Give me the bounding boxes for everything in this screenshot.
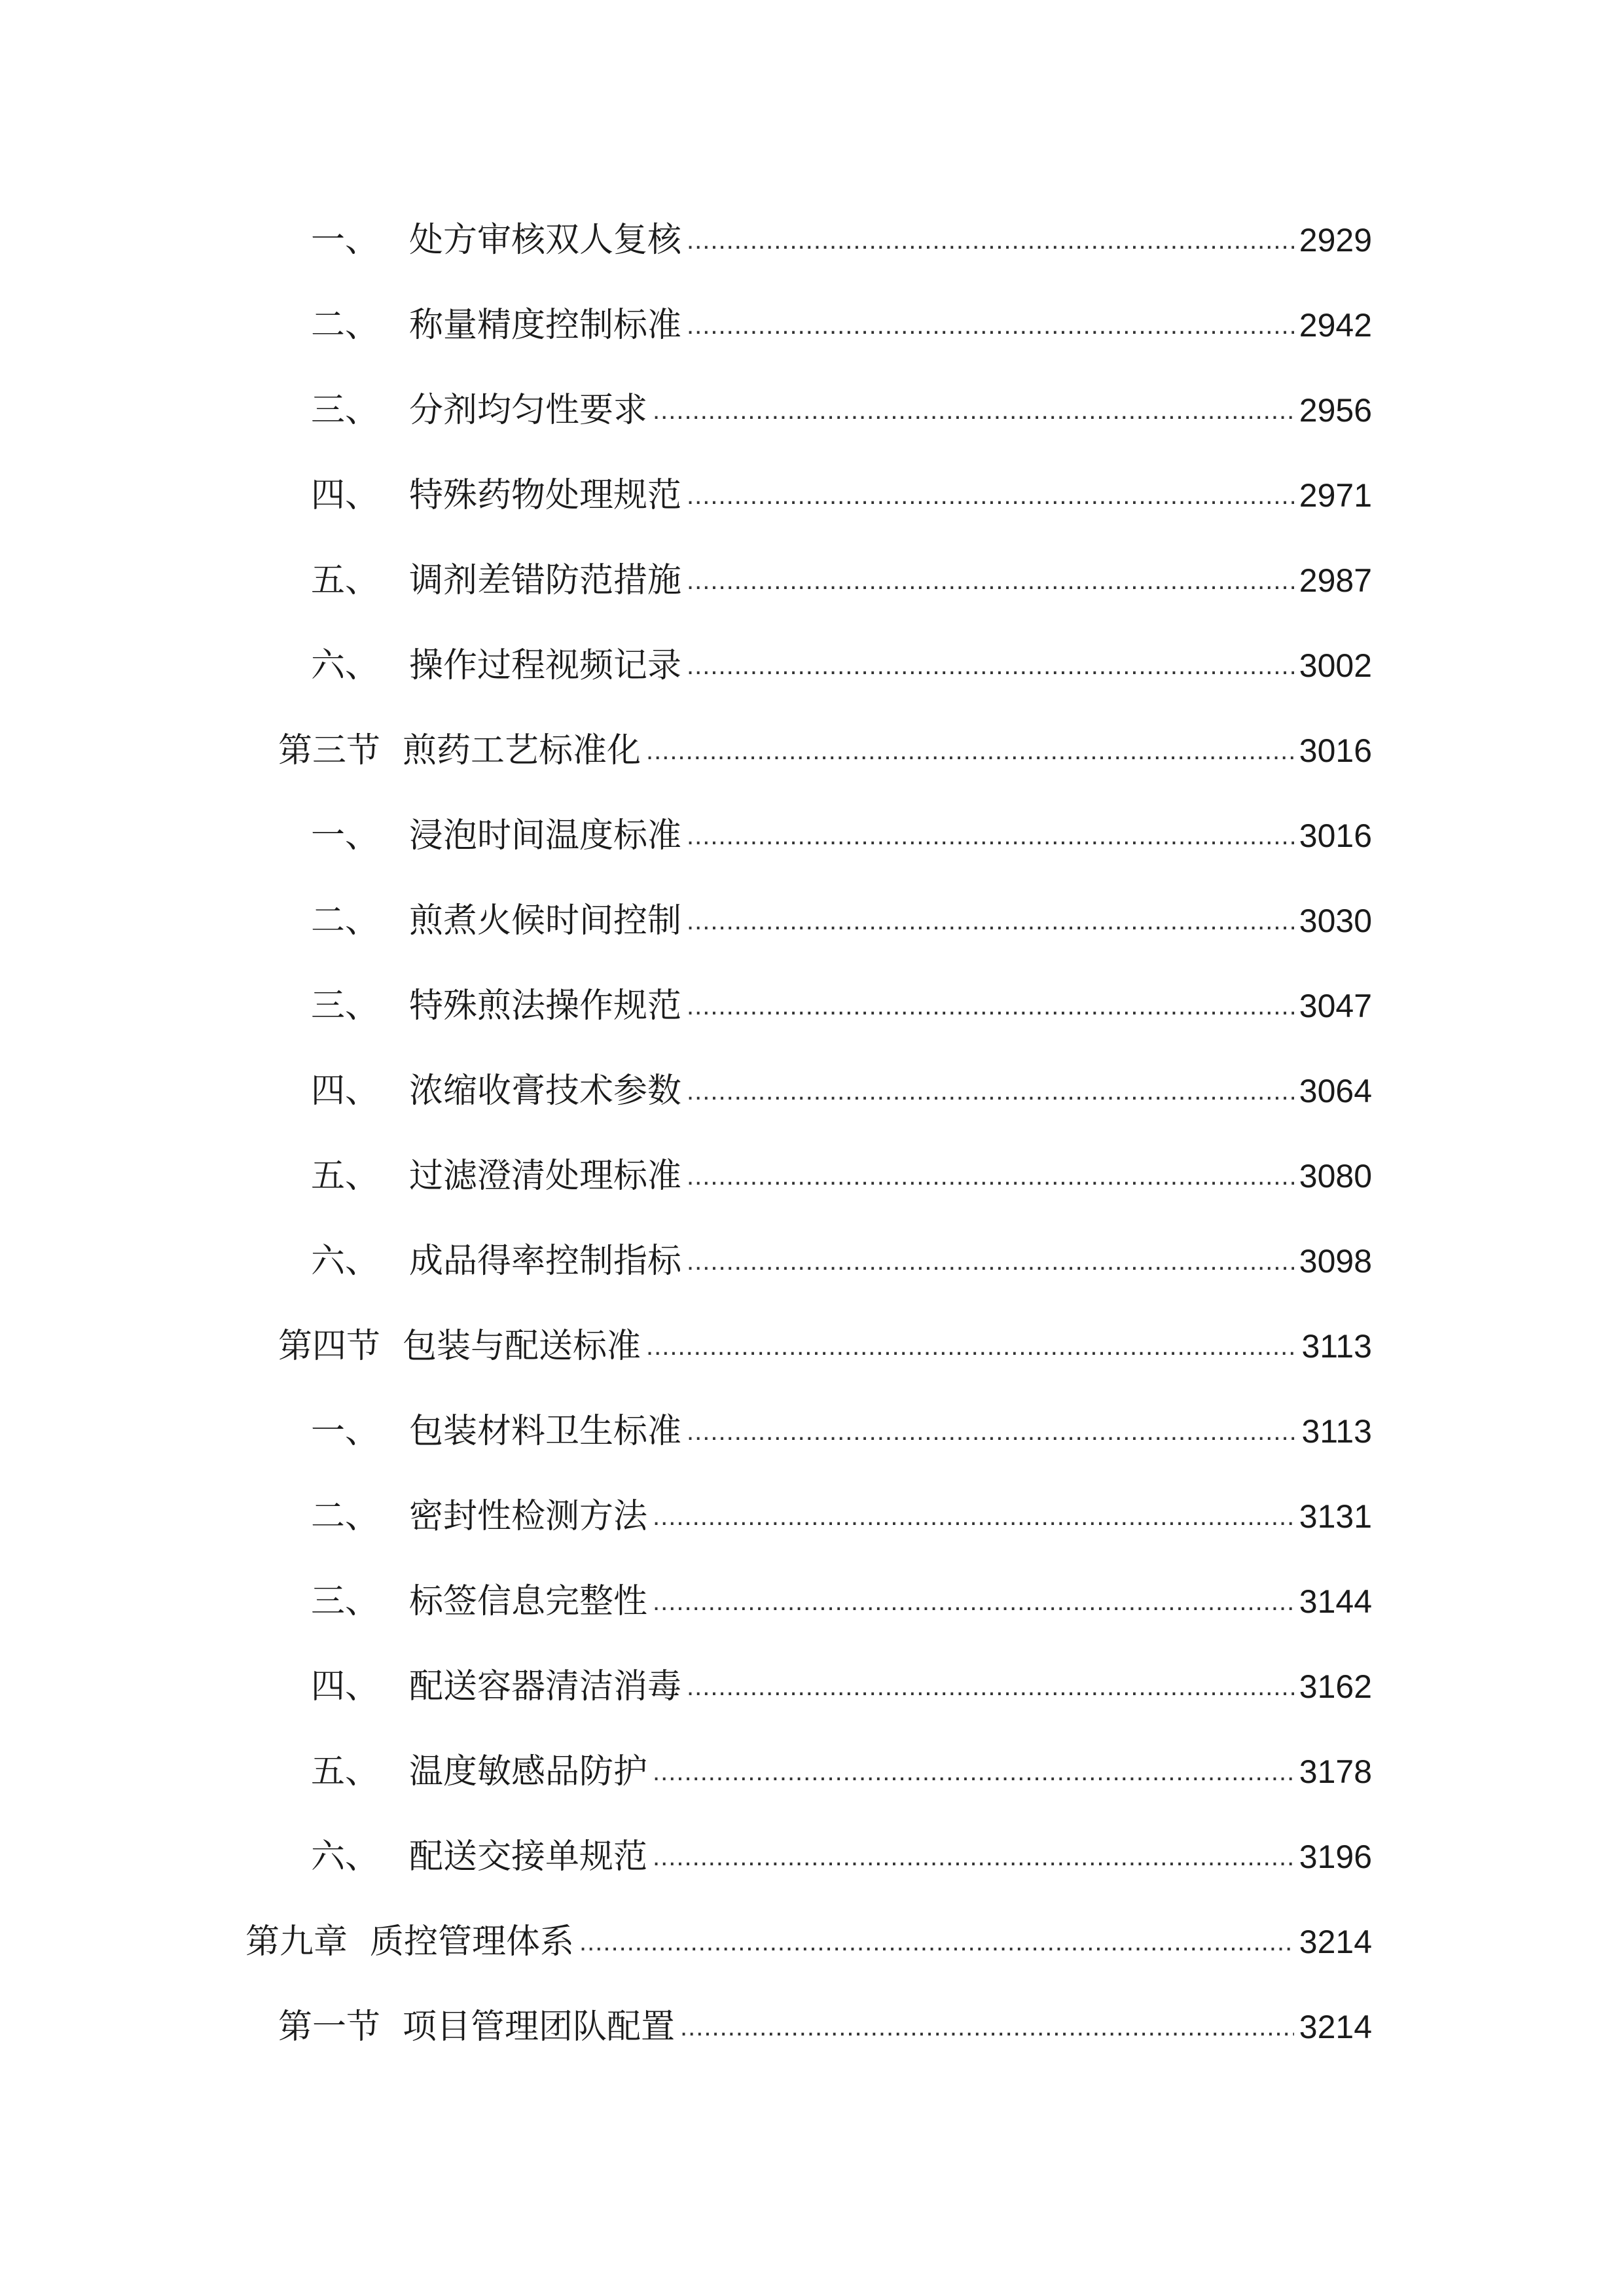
dot-leader: [687, 806, 1294, 865]
toc-entry-number: 四、: [311, 476, 380, 515]
toc-entry-number: 五、: [311, 561, 380, 600]
toc-entry-title: 项目管理团队配置: [403, 2007, 676, 2047]
dot-leader: [653, 1572, 1294, 1631]
toc-entry-title: 包装材料卫生标准: [409, 1412, 682, 1451]
toc-entry-title: 质控管理体系: [370, 1922, 575, 1962]
toc-entry-title: 包装与配送标准: [403, 1327, 641, 1366]
dot-leader: [680, 1998, 1294, 2056]
dot-leader: [687, 1402, 1296, 1461]
toc-entry-number: 三、: [311, 986, 380, 1026]
toc-entry[interactable]: [311, 211, 1372, 270]
toc-entry-page: 3162: [1299, 1668, 1372, 1705]
toc-entry-number: 五、: [311, 1157, 380, 1196]
toc-entry-page: 3016: [1299, 732, 1372, 769]
toc-entry-page: 3047: [1299, 988, 1372, 1024]
toc-entry-page: 2929: [1299, 222, 1372, 259]
toc-entry-number: 四、: [311, 1071, 380, 1111]
toc-entry-title: 浓缩收膏技术参数: [409, 1071, 682, 1111]
dot-leader: [687, 551, 1294, 610]
dot-leader: [687, 891, 1294, 950]
dot-leader: [653, 381, 1294, 440]
toc-entry-title: 成品得率控制指标: [409, 1242, 682, 1281]
toc-entry-title: 处方审核双人复核: [409, 221, 682, 260]
toc-entry-number: 第四节: [278, 1327, 381, 1366]
dot-leader: [579, 1912, 1294, 1971]
toc-entry[interactable]: [311, 381, 1372, 440]
toc-entry[interactable]: [311, 1572, 1372, 1631]
toc-entry-number: 一、: [311, 221, 380, 260]
toc-entry-page: 3064: [1299, 1073, 1372, 1109]
toc-entry-page: 3080: [1299, 1158, 1372, 1194]
toc-entry[interactable]: [311, 551, 1372, 610]
toc-entry-page: 3016: [1299, 817, 1372, 854]
toc-entry-title: 过滤澄清处理标准: [409, 1157, 682, 1196]
toc-entry-number: 三、: [311, 1582, 380, 1621]
toc-entry-title: 密封性检测方法: [409, 1497, 648, 1536]
toc-entry-title: 温度敏感品防护: [409, 1752, 648, 1791]
toc-entry-page: 2956: [1299, 392, 1372, 429]
toc-entry-title: 特殊药物处理规范: [409, 476, 682, 515]
toc-entry[interactable]: [311, 1402, 1372, 1461]
dot-leader: [687, 636, 1294, 695]
toc-entry[interactable]: [311, 1827, 1372, 1886]
toc-entry-page: 2942: [1299, 307, 1372, 344]
toc-entry-number: 四、: [311, 1667, 380, 1706]
toc-entry-page: 3113: [1301, 1413, 1372, 1450]
toc-section-entry[interactable]: [278, 1317, 1372, 1376]
toc-entry-page: 3196: [1299, 1839, 1372, 1875]
toc-entry-number: 六、: [311, 1837, 380, 1876]
toc-entry[interactable]: [311, 296, 1372, 355]
dot-leader: [687, 1657, 1294, 1716]
toc-entry-title: 配送交接单规范: [409, 1837, 648, 1876]
toc-entry[interactable]: [311, 1742, 1372, 1801]
dot-leader: [687, 211, 1294, 270]
toc-entry-title: 操作过程视频记录: [409, 646, 682, 685]
toc-entry[interactable]: [311, 891, 1372, 950]
dot-leader: [687, 466, 1294, 525]
toc-chapter-entry[interactable]: [245, 1912, 1372, 1971]
toc-entry-page: 3144: [1299, 1583, 1372, 1620]
toc-entry[interactable]: [311, 806, 1372, 865]
toc-entry[interactable]: [311, 1487, 1372, 1546]
toc-entry-page: 3113: [1301, 1328, 1372, 1365]
toc-entry-page: 3131: [1299, 1498, 1372, 1535]
toc-entry-title: 煎药工艺标准化: [403, 731, 641, 770]
dot-leader: [653, 1742, 1294, 1801]
dot-leader: [653, 1487, 1294, 1546]
toc-entry-title: 配送容器清洁消毒: [409, 1667, 682, 1706]
dot-leader: [646, 1317, 1296, 1376]
toc-entry-page: 3002: [1299, 647, 1372, 684]
toc-entry-title: 分剂均匀性要求: [409, 391, 648, 430]
toc-entry[interactable]: [311, 1062, 1372, 1121]
toc-entry[interactable]: [311, 636, 1372, 695]
toc-entry-page: 3098: [1299, 1243, 1372, 1280]
toc-entry-number: 第三节: [278, 731, 381, 770]
dot-leader: [687, 977, 1294, 1035]
toc-entry-number: 二、: [311, 901, 380, 941]
toc-entry-title: 调剂差错防范措施: [409, 561, 682, 600]
toc-entry-number: 一、: [311, 816, 380, 855]
dot-leader: [687, 296, 1294, 355]
toc-entry-title: 标签信息完整性: [409, 1582, 648, 1621]
dot-leader: [687, 1232, 1294, 1291]
toc-entry-title: 煎煮火候时间控制: [409, 901, 682, 941]
dot-leader: [687, 1062, 1294, 1121]
toc-entry-number: 第一节: [278, 2007, 381, 2047]
dot-leader: [687, 1147, 1294, 1206]
toc-section-entry[interactable]: [278, 1998, 1372, 2056]
toc-entry-page: 2987: [1299, 562, 1372, 599]
toc-entry[interactable]: [311, 1147, 1372, 1206]
toc-entry-page: 3030: [1299, 903, 1372, 939]
toc-section-entry[interactable]: [278, 721, 1372, 780]
toc-entry-number: 二、: [311, 306, 380, 345]
toc-entry[interactable]: [311, 466, 1372, 525]
dot-leader: [646, 721, 1294, 780]
toc-entry-title: 浸泡时间温度标准: [409, 816, 682, 855]
toc-entry[interactable]: [311, 1232, 1372, 1291]
dot-leader: [653, 1827, 1294, 1886]
toc-entry-page: 2971: [1299, 477, 1372, 514]
toc-entry[interactable]: [311, 977, 1372, 1035]
toc-entry-page: 3178: [1299, 1753, 1372, 1790]
toc-entry[interactable]: [311, 1657, 1372, 1716]
toc-entry-number: 五、: [311, 1752, 380, 1791]
toc-entry-number: 六、: [311, 646, 380, 685]
toc-entry-page: 3214: [1299, 1924, 1372, 1960]
toc-entry-number: 第九章: [245, 1922, 348, 1962]
toc-entry-number: 一、: [311, 1412, 380, 1451]
toc-entry-title: 特殊煎法操作规范: [409, 986, 682, 1026]
toc-entry-title: 称量精度控制标准: [409, 306, 682, 345]
toc-entry-number: 二、: [311, 1497, 380, 1536]
toc-entry-page: 3214: [1299, 2009, 1372, 2045]
toc-entry-number: 三、: [311, 391, 380, 430]
toc-entry-number: 六、: [311, 1242, 380, 1281]
